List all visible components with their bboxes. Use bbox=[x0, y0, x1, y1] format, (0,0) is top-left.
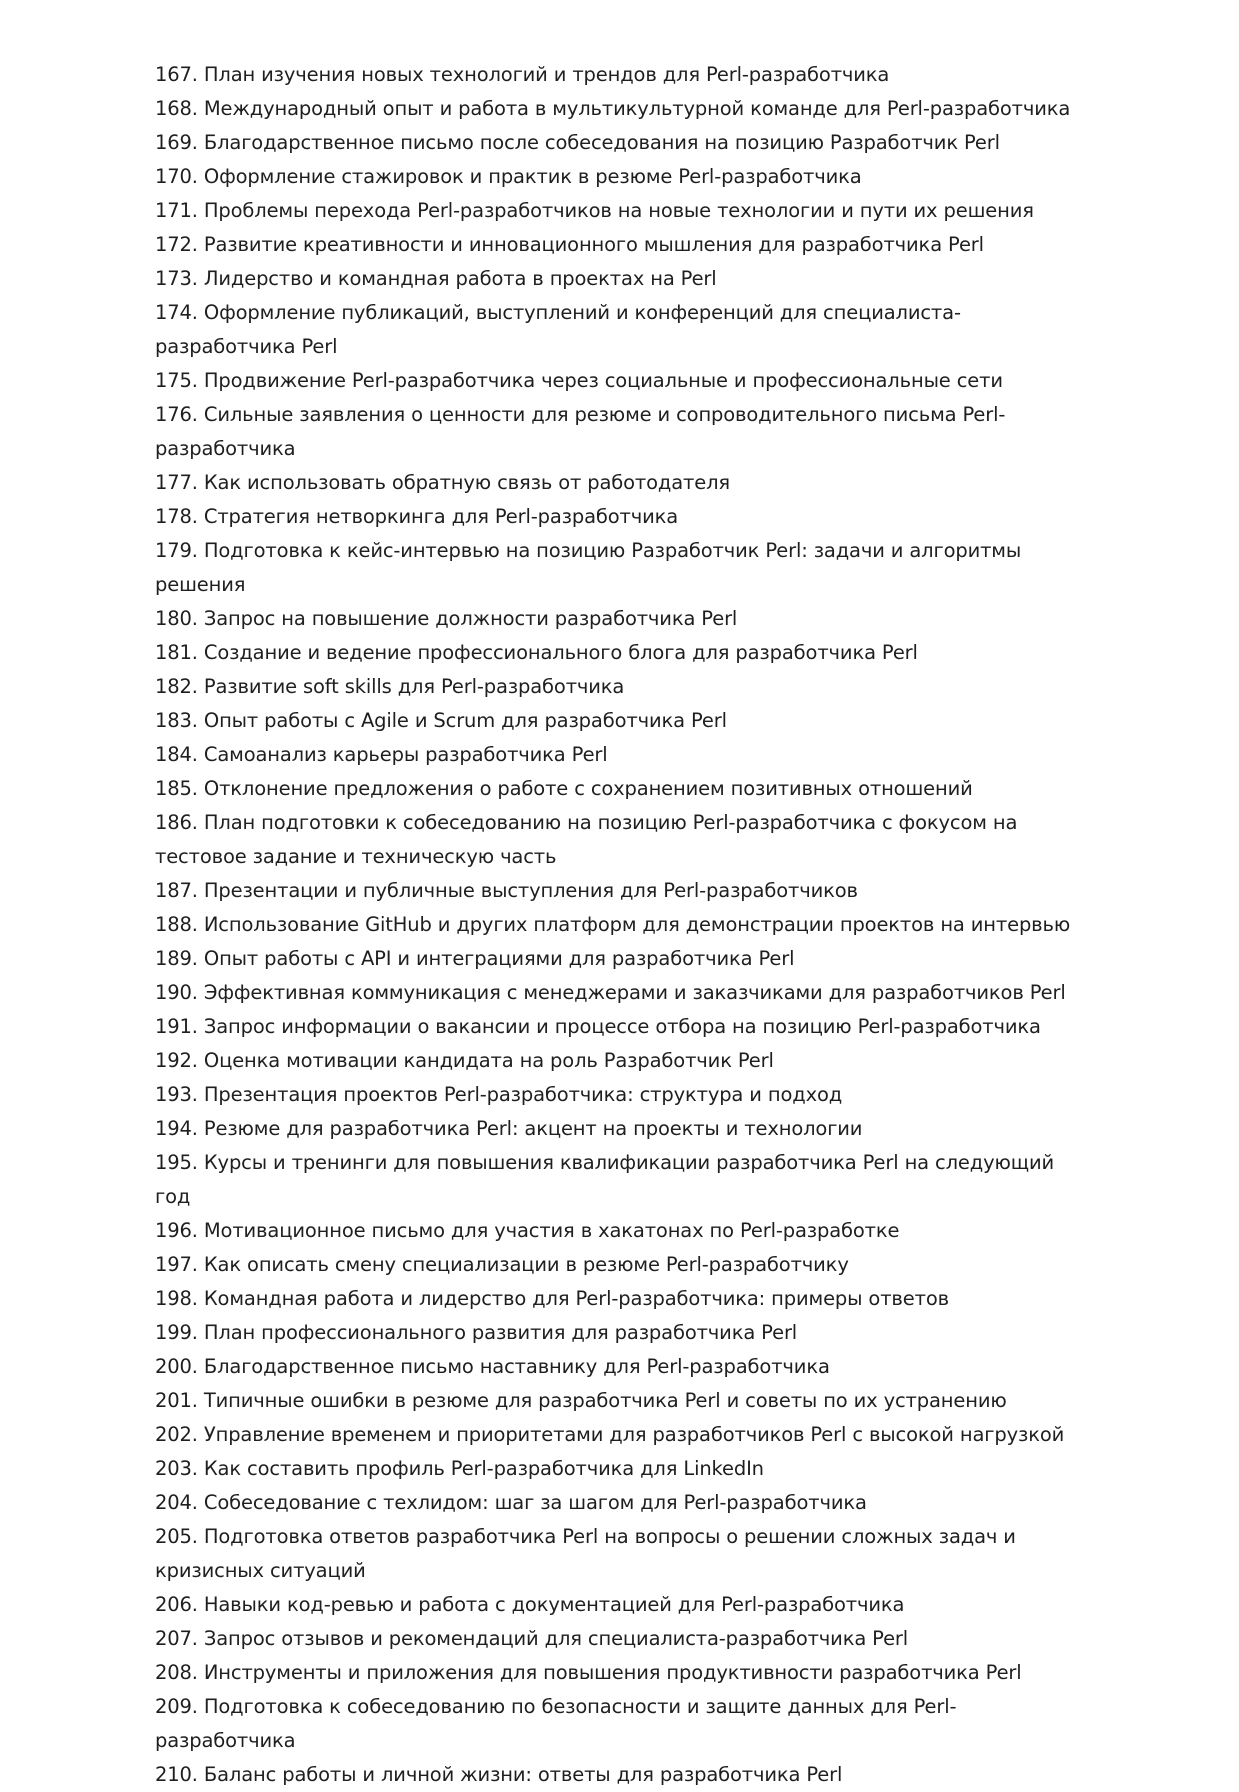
list-item: 170. Оформление стажировок и практик в резюме Perl-разработчика bbox=[155, 165, 862, 188]
document-page bbox=[155, 58, 1095, 1792]
list-item: 199. План профессионального развития для разработчика Perl bbox=[155, 1321, 798, 1344]
list-item: 197. Как описать смену специализации в резюме Perl-разработчику bbox=[155, 1253, 849, 1276]
list-item: 194. Резюме для разработчика Perl: акцент на проекты и технологии bbox=[155, 1117, 863, 1140]
list-item: 189. Опыт работы с API и интеграциями для разработчика Perl bbox=[155, 947, 795, 970]
list-item: 177. Как использовать обратную связь от работодателя bbox=[155, 471, 731, 494]
list-item: 181. Создание и ведение профессионального блога для разработчика Perl bbox=[155, 641, 918, 664]
list-item: 203. Как составить профиль Perl-разработчика для LinkedIn bbox=[155, 1457, 764, 1480]
list-item: 183. Опыт работы с Agile и Scrum для разработчика Perl bbox=[155, 709, 727, 732]
list-item: 190. Эффективная коммуникация с менеджерами и заказчиками для разработчиков Perl bbox=[155, 981, 1066, 1004]
list-item: 210. Баланс работы и личной жизни: ответы для разработчика Perl bbox=[155, 1763, 843, 1786]
list-item: 168. Международный опыт и работа в мультикультурной команде для Perl-разработчика bbox=[155, 97, 1071, 120]
list-item: 196. Мотивационное письмо для участия в хакатонах по Perl-разработке bbox=[155, 1219, 900, 1242]
list-item: 188. Использование GitHub и других платформ для демонстрации проектов на интервью bbox=[155, 913, 1071, 936]
list-item: 193. Презентация проектов Perl-разработчика: структура и подход bbox=[155, 1083, 843, 1106]
list-item: 175. Продвижение Perl-разработчика через социальные и профессиональные сети bbox=[155, 369, 1003, 392]
list-item: 169. Благодарственное письмо после собеседования на позицию Разработчик Perl bbox=[155, 131, 1000, 154]
list-item: 187. Презентации и публичные выступления для Perl-разработчиков bbox=[155, 879, 858, 902]
list-item: 185. Отклонение предложения о работе с сохранением позитивных отношений bbox=[155, 777, 973, 800]
list-item: 206. Навыки код-ревью и работа с документацией для Perl-разработчика bbox=[155, 1593, 905, 1616]
list-item: 172. Развитие креативности и инновационного мышления для разработчика Perl bbox=[155, 233, 984, 256]
list-item: 176. Сильные заявления о ценности для резюме и сопроводительного письма Perl-разработчика bbox=[155, 403, 1006, 460]
list-item: 171. Проблемы перехода Perl-разработчиков на новые технологии и пути их решения bbox=[155, 199, 1034, 222]
list-item: 200. Благодарственное письмо наставнику для Perl-разработчика bbox=[155, 1355, 830, 1378]
list-item: 201. Типичные ошибки в резюме для разработчика Perl и советы по их устранению bbox=[155, 1389, 1007, 1412]
list-item: 182. Развитие soft skills для Perl-разработчика bbox=[155, 675, 625, 698]
list-item: 179. Подготовка к кейс-интервью на позицию Разработчик Perl: задачи и алгоритмы решения bbox=[155, 539, 1022, 596]
list-item: 198. Командная работа и лидерство для Perl-разработчика: примеры ответов bbox=[155, 1287, 949, 1310]
list-item: 173. Лидерство и командная работа в проектах на Perl bbox=[155, 267, 717, 290]
list-item: 167. План изучения новых технологий и трендов для Perl-разработчика bbox=[155, 63, 890, 86]
list-item: 186. План подготовки к собеседованию на позицию Perl-разработчика с фокусом на тестовое задание и техническую часть bbox=[155, 811, 1018, 868]
list-item: 209. Подготовка к собеседованию по безопасности и защите данных для Perl-разработчика bbox=[155, 1695, 957, 1752]
list-item: 180. Запрос на повышение должности разработчика Perl bbox=[155, 607, 738, 630]
list-item: 205. Подготовка ответов разработчика Perl на вопросы о решении сложных задач и кризисных ситуаций bbox=[155, 1525, 1016, 1582]
list-item: 178. Стратегия нетворкинга для Perl-разработчика bbox=[155, 505, 679, 528]
list-item: 208. Инструменты и приложения для повышения продуктивности разработчика Perl bbox=[155, 1661, 1022, 1684]
list-item: 202. Управление временем и приоритетами для разработчиков Perl с высокой нагрузкой bbox=[155, 1423, 1065, 1446]
list-item: 195. Курсы и тренинги для повышения квалификации разработчика Perl на следующий год bbox=[155, 1151, 1055, 1208]
list-item: 204. Собеседование с техлидом: шаг за шагом для Perl-разработчика bbox=[155, 1491, 867, 1514]
list-item: 207. Запрос отзывов и рекомендаций для специалиста-разработчика Perl bbox=[155, 1627, 909, 1650]
list-item: 191. Запрос информации о вакансии и процессе отбора на позицию Perl-разработчика bbox=[155, 1015, 1041, 1038]
list-item: 192. Оценка мотивации кандидата на роль Разработчик Perl bbox=[155, 1049, 774, 1072]
list-item: 174. Оформление публикаций, выступлений и конференций для специалиста-разработчика Perl bbox=[155, 301, 961, 358]
list-item: 184. Самоанализ карьеры разработчика Perl bbox=[155, 743, 608, 766]
